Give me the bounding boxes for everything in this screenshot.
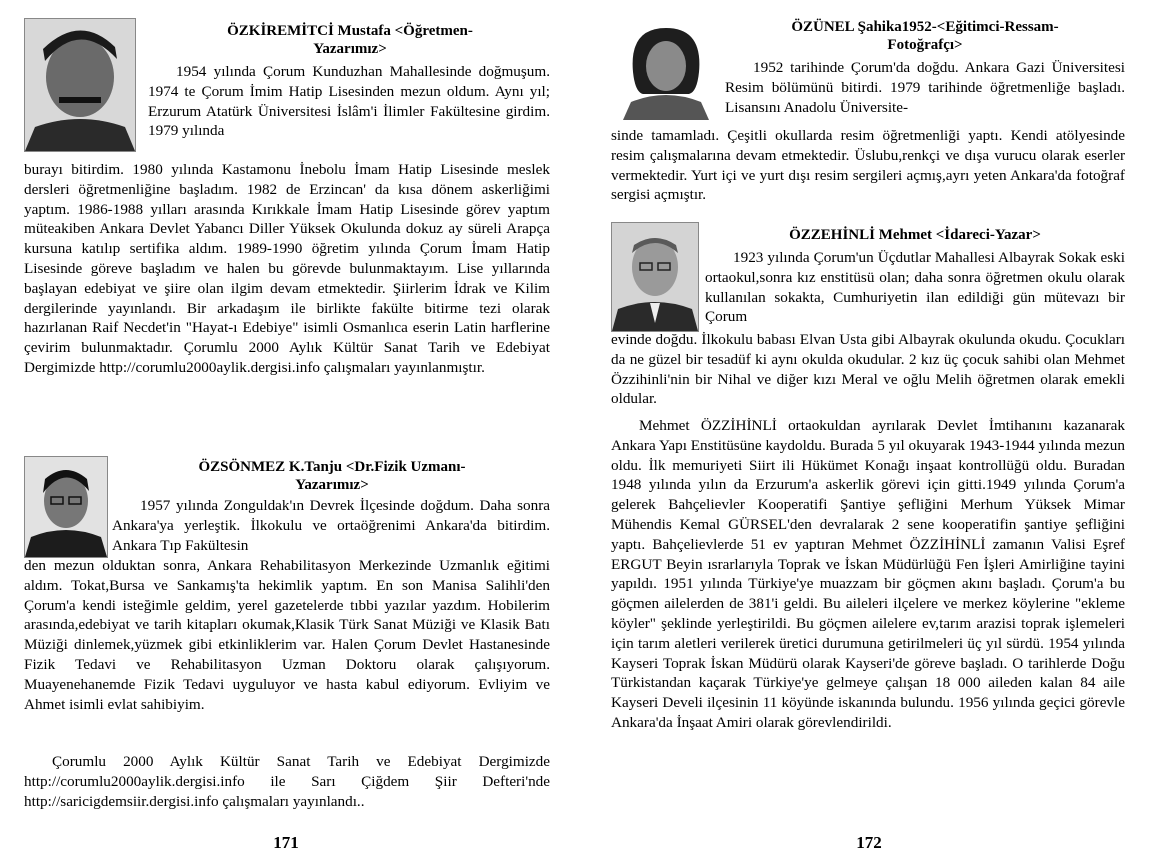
entry-body: evinde doğdu. İlkokulu babası Elvan Usta gibi Albayrak okulunda okudu. Çocukları da ne güzel bir tesadüf ki aynı okulda okudular. 2 kız üç çocuk sahibi olan Mehmet Özzihinli'nin bir Nihal ve diğer kızı Meral ve oğlu Melih öğretmen olarak emekli oldular. (611, 331, 1125, 408)
entry-heading: ÖZKİREMİTCİ Mustafa <Öğretmen- (227, 23, 473, 39)
entry-body-intro: 1923 yılında Çorum'un Üçdutlar Mahallesi Albayrak Sokak eski ortaokul,sonra kız enstitüsü olan; daha sonra öğretmen okulu olarak kullanılan sokakta, Cumhuriyetin ilan edildiği gün mütevazı bir Çorum (705, 249, 1125, 326)
entry-heading: ÖZZEHİNLİ Mehmet <İdareci-Yazar> (789, 227, 1041, 243)
entry-heading: ÖZÜNEL Şahika1952-<Eğitimci-Ressam- (791, 19, 1059, 35)
portrait-photo-ozsonmez (24, 456, 108, 558)
entry-body: sinde tamamladı. Çeşitli okullarda resim öğretmenliği yaptı. Kendi atölyesinde resim çalışmalarına devam etmektedir. Üslubu,renkçi ve dışa vurucu olarak eserler vermektedir. Yurt içi ve yurt dışı resim sergileri açmış,ayrı yeten Ankara'da fotoğraf sergisi açmıştır. (611, 127, 1125, 204)
man-portrait-icon (612, 223, 698, 331)
entry-body: burayı bitirdim. 1980 yılında Kastamonu İnebolu İmam Hatip Lisesinde meslek dersleri öğretmenliğine başladım. 1982 de Erzincan' da kısa dönem askerliğimi yaptım. 1986-1988 yılları arasında Kırıkkale İmam Hatip Lisesinde görev yaptım müteakiben Ankara Devlet Yabancı Diller Yüksek Okulunda dokuz ay süreli Arapça kursuna katılıp sertifika aldım. 1989-1990 öğretim yılında Çorum İmam Hatip Lisesinde göreve başladım ve halen bu görevde bulunmaktayım. Lise yıllarında başlayan edebiyat ve şiire olan ilgim devam etmektedir. Şiirlerim İdrak ve Kilim dergilerinde yayınlandı. Bir arkadaşım ile birlikte fakülte bitirme tezi olarak hazırlanan Raif Necdet'in "Hayat-ı Edebiye" isimli Osmanlıca eserin Latin harflerine çevirim bulunmaktadır. Çorumlu 2000 Aylık Kültür Sanat Tarih ve Edebiyat Dergimizde http://corumlu2000aylik.dergisi.info çalışmaları yayınlanmıştır. (24, 161, 550, 376)
entry-body-intro: 1954 yılında Çorum Kunduzhan Mahallesinde doğmuşum. 1974 te Çorum İmim Hatip Lisesinden mezun oldum. Aynı yıl; Erzurum Atatürk Üniversitesi İslâm'i İlimler Fakültesine girdim. 1979 yılında (148, 63, 550, 140)
entry-body-intro: 1957 yılında Zonguldak'ın Devrek İlçesinde doğdum. Daha sonra Ankara'ya yerleştik. İlkokulu ve ortaöğrenimi Ankara'da bitirdim. Ankara Tıp Fakültesin (112, 497, 550, 554)
entry-body-cont: Çorumlu 2000 Aylık Kültür Sanat Tarih ve Edebiyat Dergimizde http://corumlu2000aylik.dergisi.info ile Sarı Çiğdem Şiir Defteri'nde http://saricigdemsiir.dergisi.info çalışmaları yayınlandı.. (24, 753, 550, 810)
entry-body: den mezun olduktan sonra, Ankara Rehabilitasyon Merkezinde Uzmanlık eğitimi aldım. Tokat,Bursa ve Sankamış'ta hekimlik yaptım. En son Manisa Salihli'den Çorum'a kendi isteğimle geldim, yerel gazetelerde tıbbi yazılar yazdım. Hobilerim arasında,edebiyat ve tarih kitapları okumak,Klasik Türk Sanat Müziği ve Klasik Batı Müziği dinlemek,yüzmek gibi etkinliklerim var. Halen Çorum Devlet Hastanesinde Fizik Tedavi ve Rehabilitasyon Uzman Doktoru olarak çalışıyorum. Muayenehanemde Fizik Tedavi uyguluyor ve hasta kabul ediyorum. Evliyim ve Ahmet isimli evlat sahibiyim. (24, 557, 550, 713)
entry-heading-cont: Fotoğrafçı> (887, 37, 963, 53)
page-number: 172 (856, 833, 882, 852)
entry-body-cont: Mehmet ÖZZİHİNLİ ortaokuldan ayrılarak Devlet İmtihanını kazanarak Ankara Yapı Enstitüsüne kaydoldu. Burada 5 yıl okuyarak 1943-1944 yılında mezun oldu. İlk memuriyeti Siirt ili Hükümet Konağı inşaat kontrollüğü oldu. Buradan 1948 yılında yılın da Erzurum'a askerlik görevi için gitti.1949 yılında Çorum'a gelerek Bahçelievler Kooperatifi Şantiye şefliğini Merhum Yüksek Mimar Mühendis Kemal GÜRSEL'den devralarak 2 sene kooperatifin şantiye şefliğini yaptı. Bahçelievlerde 51 ev yaptıran Mehmet ÖZZİHİNLİ zamanın Valisi Eşref ERGUT Beyin ısrarlarıyla Toprak ve İskan Müdürlüğü Fen İşleri Amirliğine tayini yapıldı. 1951 yılında Türkiye'ye muazzam bir göçmen akını başladı. Çorum'a bu göçmen ailelerden de 381'i geldi. Bu aileleri ilçelere ve merkez köylerine "ekleme köyler" şeklinde yerleştirildi. Bu göçmen ailelere ev,tarım arazisi toprak işlemeleri için tarım aletleri verilerek üretici durumuna getirilmeleri üç yıl sürdü. 1954 yılında Kayseri Toprak İskan Müdürü olarak Kayseri'de göreve başladı. O tarihlerde Doğu Türkistandan kaçarak Türkiye'ye gelmeye çalışan 18 000 aileden kalan 84 aile Kayseri Develi ilçesinin 11 köyünde iskanında bulundu. 1956 yılında geçici görevle Ankara'da İnşaat Amiri olarak görevlendirildi. (611, 417, 1125, 731)
portrait-photo-ozzehinli (611, 222, 699, 332)
portrait-photo-ozunel (619, 22, 713, 120)
entry-heading-cont: Yazarımız> (295, 477, 369, 493)
woman-portrait-icon (619, 22, 713, 120)
portrait-photo-ozkiremitci (24, 18, 136, 152)
entry-body-intro: 1952 tarihinde Çorum'da doğdu. Ankara Gazi Üniversitesi Resim bölümünü bitirdi. 1979 tarihinde öğretmenliğe başladı. Lisansını Anadolu Üniversite- (725, 59, 1125, 116)
entry-heading-cont: Yazarımız> (313, 41, 387, 57)
man-portrait-icon (25, 457, 107, 557)
page-number: 171 (273, 833, 299, 852)
right-page (575, 0, 1150, 859)
entry-heading: ÖZSÖNMEZ K.Tanju <Dr.Fizik Uzmanı- (198, 459, 466, 475)
man-portrait-icon (25, 19, 135, 151)
